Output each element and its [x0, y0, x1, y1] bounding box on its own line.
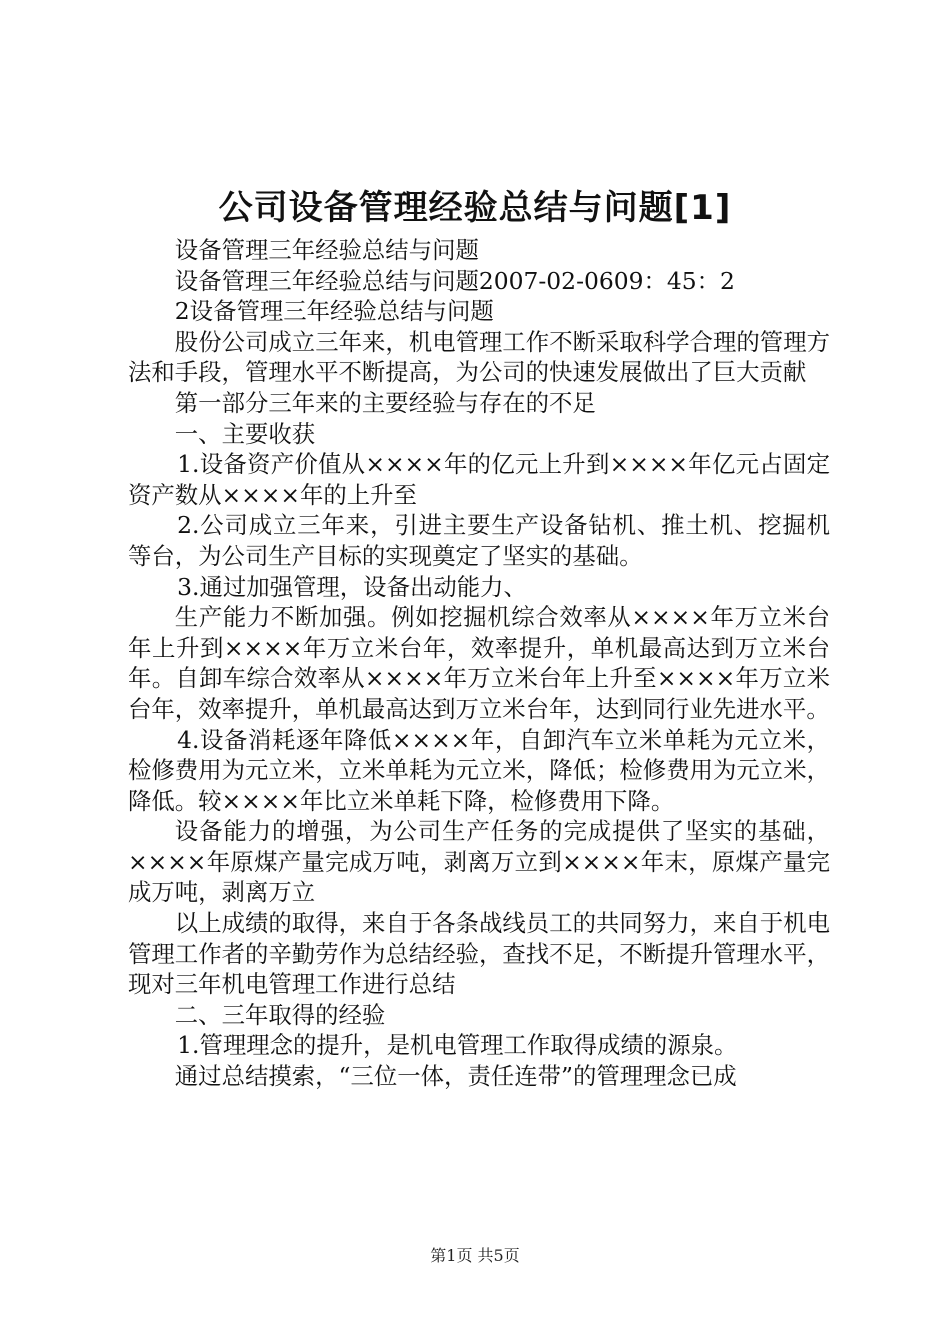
section-heading-part-one: 第一部分三年来的主要经验与存在的不足 [174, 388, 596, 417]
document-body [128, 235, 830, 1092]
paragraph-concept: 通过总结摸索，“三位一体，责任连带”的管理理念已成 [174, 1062, 737, 1091]
paragraph-subtitle: 设备管理三年经验总结与问题 [174, 236, 479, 264]
list-item-4: 4.设备消耗逐年降低××××年，自卸汽车立米单耗为元立米，检修费用为元立米，立米单耗为元立米，降低；检修费用为元立米，降低。较××××年比立米单耗下降，检修费用下降。 [128, 725, 830, 815]
page-footer: 第1页 共5页 [430, 1246, 520, 1265]
list-item-experience-1: 1.管理理念的提升，是机电管理工作取得成绩的源泉。 [177, 1031, 738, 1060]
list-item-1: 1.设备资产价值从××××年的亿元上升到××××年亿元占固定资产数从××××年的上升至 [128, 450, 830, 509]
document-title: 公司设备管理经验总结与问题[1] [218, 188, 732, 228]
list-item-2: 2.公司成立三年来，引进主要生产设备钻机、推土机、挖掘机等台，为公司生产目标的实现奠定了坚实的基础。 [128, 511, 830, 570]
paragraph-achievements: 以上成绩的取得，来自于各条战线员工的共同努力，来自于机电管理工作者的辛勤劳作为总结经验，查找不足，不断提升管理水平，现对三年机电管理工作进行总结 [128, 909, 830, 999]
subheading-main-gains: 一、主要收获 [174, 419, 316, 448]
paragraph-capacity: 生产能力不断加强。例如挖掘机综合效率从××××年万立米台年上升到××××年万立米台年，效率提升，单机最高达到万立米台年。自卸车综合效率从××××年万立米台年上升至××××年万立米台年，效率提升，单机最高达到万立米台年，达到同行业先进水平。 [128, 603, 830, 723]
paragraph-equipment-capacity: 设备能力的增强，为公司生产任务的完成提供了坚实的基础，××××年原煤产量完成万吨，剥离万立到××××年末，原煤产量完成万吨，剥离万立 [128, 817, 830, 907]
paragraph-intro: 股份公司成立三年来，机电管理工作不断采取科学合理的管理方法和手段，管理水平不断提高，为公司的快速发展做出了巨大贡献 [128, 327, 830, 387]
subheading-experience: 二、三年取得的经验 [174, 1000, 386, 1029]
paragraph-dateline: 设备管理三年经验总结与问题2007-02-0609：45：2 [174, 266, 735, 295]
list-item-3: 3.通过加强管理，设备出动能力、 [177, 572, 527, 601]
paragraph-subtitle-repeat: 2设备管理三年经验总结与问题 [174, 297, 494, 326]
